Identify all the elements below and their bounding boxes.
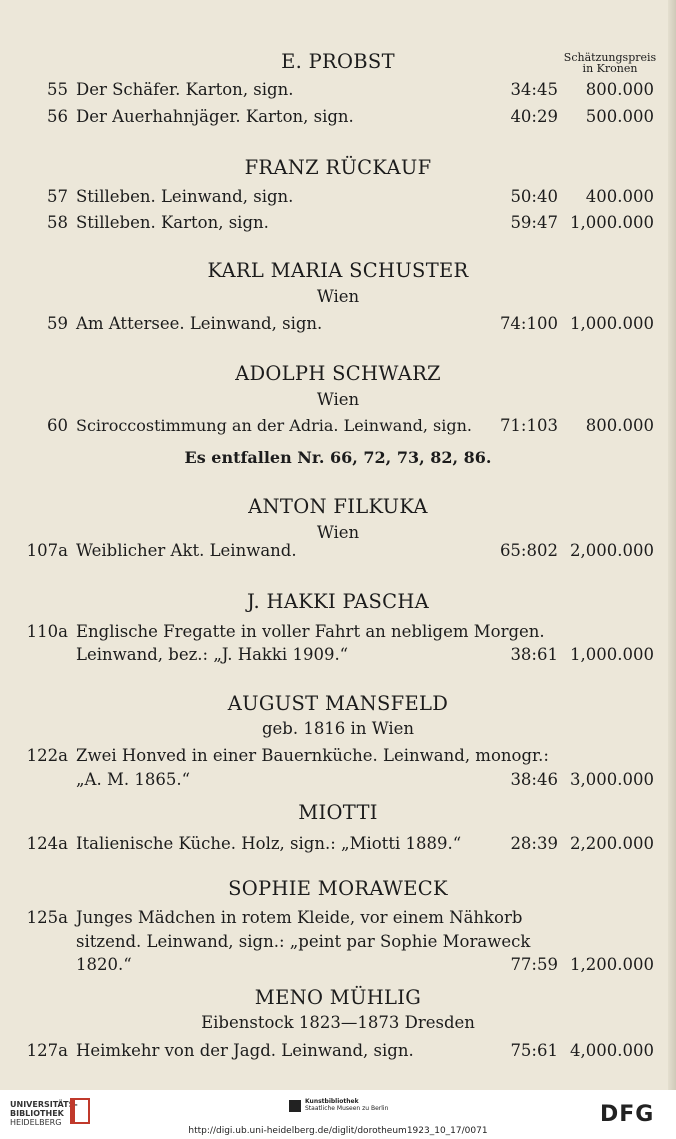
lot-title: Stilleben. Leinwand, sign. xyxy=(76,187,294,206)
artist-place: geb. 1816 in Wien xyxy=(261,719,415,738)
lot-price: 500.000 xyxy=(585,107,654,126)
lot-number: 122a xyxy=(26,746,68,765)
permalink-url[interactable]: http://digi.ub.uni-heidelberg.de/diglit/dorotheum1923_10_17/0071 xyxy=(188,1126,488,1136)
dfg-logo[interactable]: DFG xyxy=(600,1102,655,1127)
lot-title-continued: sitzend. Leinwand, sign.: „peint par Sophie Moraweck xyxy=(76,932,531,951)
lot-title: Stilleben. Karton, sign. xyxy=(76,213,269,232)
lot-title: Heimkehr von der Jagd. Leinwand, sign. xyxy=(76,1041,414,1060)
artist-heading: ADOLPH SCHWARZ xyxy=(235,362,441,385)
ub-logo-icon xyxy=(70,1098,90,1124)
artist-place: Eibenstock 1823—1873 Dresden xyxy=(201,1013,475,1032)
lot-number: 110a xyxy=(26,622,68,641)
lot-price: 1,000.000 xyxy=(570,314,654,333)
artist-heading: E. PROBST xyxy=(281,50,395,73)
lot-title: Junges Mädchen in rotem Kleide, vor einem Nähkorb xyxy=(76,908,523,927)
lot-size: 38:61 xyxy=(510,645,558,664)
lot-price: 1,000.000 xyxy=(570,645,654,664)
lot-price: 400.000 xyxy=(585,187,654,206)
lot-number: 125a xyxy=(26,908,68,927)
artist-place: Wien xyxy=(316,523,360,542)
lot-size: 77:59 xyxy=(510,955,558,974)
lot-size: 74:100 xyxy=(499,314,558,333)
lot-price: 4,000.000 xyxy=(570,1041,654,1060)
artist-heading: KARL MARIA SCHUSTER xyxy=(207,259,469,282)
digitization-footer xyxy=(0,1090,676,1139)
artist-heading: MIOTTI xyxy=(298,801,378,824)
lot-number: 59 xyxy=(47,314,68,333)
lot-size: 38:46 xyxy=(510,770,558,789)
lot-title-continued: „A. M. 1865.“ xyxy=(76,770,191,789)
lot-size: 59:47 xyxy=(510,213,558,232)
lot-size: 34:45 xyxy=(510,80,558,99)
lot-number: 127a xyxy=(26,1041,68,1060)
lot-number: 60 xyxy=(47,416,68,435)
lot-size: 71:103 xyxy=(499,416,558,435)
lot-title-continued: Leinwand, bez.: „J. Hakki 1909.“ xyxy=(76,645,349,664)
artist-heading: MENO MÜHLIG xyxy=(254,986,422,1009)
lot-title: Englische Fregatte in voller Fahrt an nebligem Morgen. xyxy=(76,622,545,641)
lot-title: Zwei Honved in einer Bauernküche. Leinwand, monogr.: xyxy=(76,746,549,765)
lot-title-continued: 1820.“ xyxy=(76,955,132,974)
artist-heading: FRANZ RÜCKAUF xyxy=(244,156,432,179)
kunstbibliothek-logo[interactable]: Kunstbibliothek Staatliche Museen zu Berlin xyxy=(305,1098,389,1112)
lot-title: Italienische Küche. Holz, sign.: „Miotti 1889.“ xyxy=(76,834,462,853)
lot-size: 75:61 xyxy=(510,1041,558,1060)
estimate-label: Schätzungspreis xyxy=(563,51,657,64)
lot-title: Weiblicher Akt. Leinwand. xyxy=(76,541,297,560)
lot-price: 1,000.000 xyxy=(570,213,654,232)
lot-title: Sciroccostimmung an der Adria. Leinwand, sign. xyxy=(76,416,472,435)
lot-price: 800.000 xyxy=(585,416,654,435)
lot-number: 55 xyxy=(47,80,68,99)
lot-size: 28:39 xyxy=(510,834,558,853)
lot-number: 124a xyxy=(26,834,68,853)
artist-place: Wien xyxy=(316,390,360,409)
ub-heidelberg-logo[interactable]: UNIVERSITÄTS- BIBLIOTHEK HEIDELBERG xyxy=(10,1100,78,1127)
artist-heading: J. HAKKI PASCHA xyxy=(246,590,430,613)
lot-number: 58 xyxy=(47,213,68,232)
lot-size: 65:802 xyxy=(499,541,558,560)
lot-price: 2,000.000 xyxy=(570,541,654,560)
lot-title: Am Attersee. Leinwand, sign. xyxy=(76,314,323,333)
lot-price: 3,000.000 xyxy=(570,770,654,789)
lot-title: Der Schäfer. Karton, sign. xyxy=(76,80,294,99)
withdrawn-notice: Es entfallen Nr. 66, 72, 73, 82, 86. xyxy=(184,448,492,467)
lot-number: 56 xyxy=(47,107,68,126)
artist-place: Wien xyxy=(316,287,360,306)
lot-title: Der Auerhahnjäger. Karton, sign. xyxy=(76,107,354,126)
lot-price: 2,200.000 xyxy=(570,834,654,853)
artist-heading: ANTON FILKUKA xyxy=(248,495,428,518)
artist-heading: SOPHIE MORAWECK xyxy=(228,877,448,900)
lot-size: 50:40 xyxy=(510,187,558,206)
lot-number: 107a xyxy=(26,541,68,560)
lot-price: 1,200.000 xyxy=(570,955,654,974)
currency-label: in Kronen xyxy=(582,62,638,75)
lot-price: 800.000 xyxy=(585,80,654,99)
lot-size: 40:29 xyxy=(510,107,558,126)
lot-number: 57 xyxy=(47,187,68,206)
artist-heading: AUGUST MANSFELD xyxy=(227,692,449,715)
kunstbibliothek-logo-icon xyxy=(289,1100,301,1112)
